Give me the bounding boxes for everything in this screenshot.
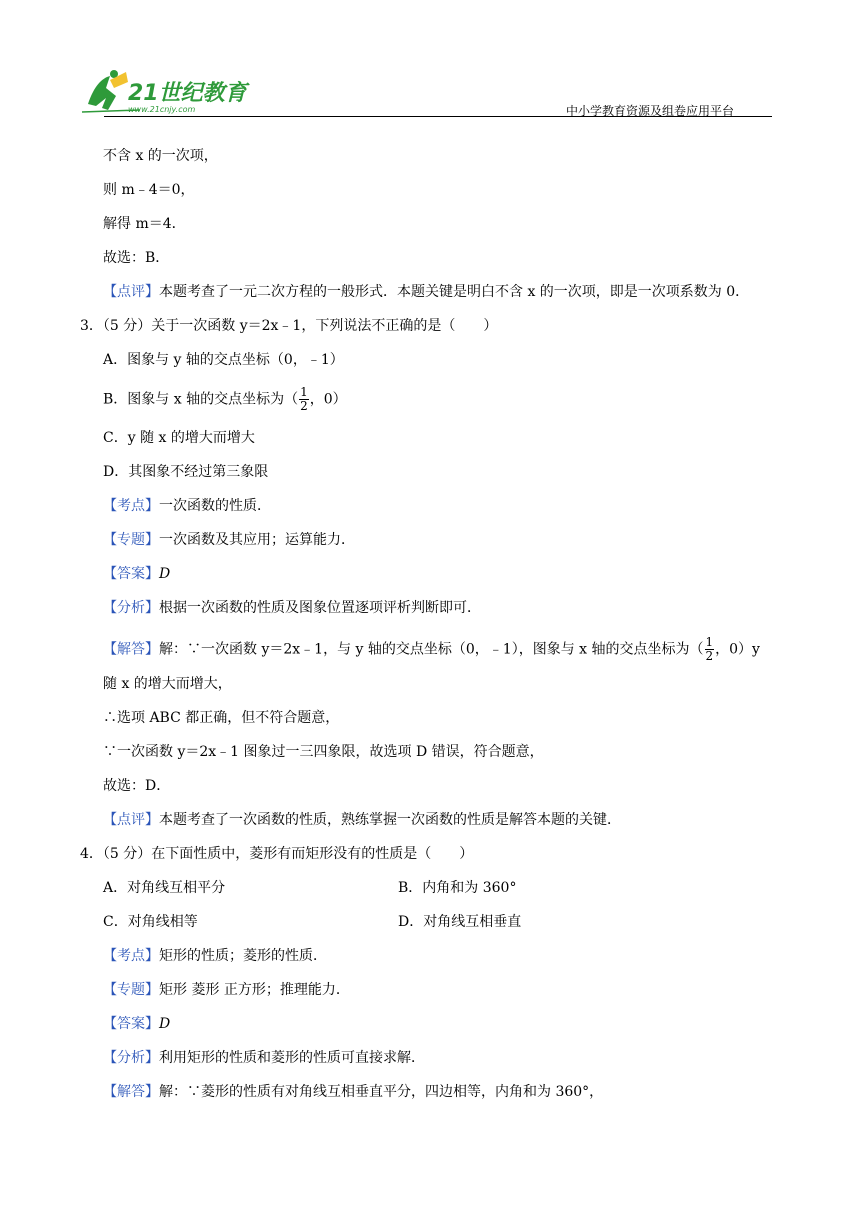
fraction-half [705,636,715,663]
q4-kaodian [103,946,327,966]
q3-option-b [103,386,347,413]
q3-jieda-1 [103,636,760,663]
page-header [80,66,772,118]
header-rule [104,116,772,117]
q3-answer [103,564,170,584]
fenxi-text: 利用矩形的性质和菱形的性质可直接求解． [159,1050,425,1066]
answer-text: D [159,566,171,582]
jieda-1-text: 解：∵菱形的性质有对角线互相垂直平分，四边相等，内角和为 360°， [159,1084,604,1100]
answer-text: D [159,1016,171,1032]
zhuanti-text: 矩形 菱形 正方形；推理能力． [159,982,350,998]
logo-url-text: www.21cnjy.com [128,105,196,114]
fraction-denominator: 2 [300,399,308,413]
prev-line-3: 解得 m＝4． [103,216,186,232]
prev-line-4: 故选：B． [103,250,170,266]
q4-option-b: B．内角和为 360° [398,880,517,896]
kaodian-tag: 【考点】 [103,498,159,514]
kaodian-tag: 【考点】 [103,948,159,964]
comment-text: 本题考查了一元二次方程的一般形式．本题关键是明白不含 x 的一次项，即是一次项系数为 0． [159,284,750,300]
fraction-numerator: 1 [300,385,308,399]
q3-jieda-4: ∵一次函数 y＝2x﹣1 图象过一三四象限，故选项 D 错误，符合题意， [103,744,544,760]
fraction-denominator: 2 [705,649,714,663]
q3-jieda-3: ∴选项 ABC 都正确，但不符合题意， [103,710,340,726]
fenxi-text: 根据一次函数的性质及图象位置逐项评析判断即可． [159,600,481,616]
jieda-tag: 【解答】 [103,641,159,658]
jieda-1-pre: 解：∵一次函数 y＝2x﹣1，与 y 轴的交点坐标（0，﹣1），图象与 x 轴的交点坐标为（ [159,641,704,658]
zhuanti-tag: 【专题】 [103,982,159,998]
kaodian-text: 一次函数的性质． [159,498,271,514]
logo-text: 21世纪教育 [128,81,247,106]
prev-line-2: 则 m﹣4＝0， [103,182,195,198]
q4-zhuanti [103,980,350,1000]
fenxi-tag: 【分析】 [103,1050,159,1066]
zhuanti-tag: 【专题】 [103,532,159,548]
logo-21cnjy [80,66,260,116]
q4-stem: 4．（5 分）在下面性质中，菱形有而矩形没有的性质是（ ） [80,846,474,862]
q3-kaodian [103,496,271,516]
comment-tag: 【点评】 [103,812,159,828]
kaodian-text: 矩形的性质；菱形的性质． [159,948,327,964]
fenxi-tag: 【分析】 [103,600,159,616]
jieda-1-post: ，0）y [715,641,760,658]
q4-jieda-1 [103,1082,603,1102]
q3-stem: 3．（5 分）关于一次函数 y＝2x﹣1，下列说法不正确的是（ ） [80,318,498,334]
q3-zhuanti [103,530,355,550]
fraction-half [299,386,309,413]
q3-option-b-pre: B．图象与 x 轴的交点坐标为（ [103,391,299,408]
answer-tag: 【答案】 [103,566,159,582]
q3-comment [103,810,621,830]
q3-option-d: D．其图象不经过第三象限 [103,464,269,480]
q4-fenxi [103,1048,425,1068]
q3-option-a: A．图象与 y 轴的交点坐标（0，﹣1） [103,352,344,368]
q4-option-a: A．对角线互相平分 [103,880,226,896]
platform-name: 中小学教育资源及组卷应用平台 [565,104,734,118]
prev-line-1: 不含 x 的一次项， [103,148,218,164]
prev-comment [103,282,749,302]
q3-option-b-post: ，0） [309,391,347,408]
answer-tag: 【答案】 [103,1016,159,1032]
fraction-numerator: 1 [705,635,714,649]
q4-answer [103,1014,170,1034]
q3-option-c: C．y 随 x 的增大而增大 [103,430,255,446]
comment-text: 本题考查了一次函数的性质，熟练掌握一次函数的性质是解答本题的关键． [159,812,621,828]
q3-fenxi [103,598,481,618]
comment-tag: 【点评】 [103,284,159,300]
q4-option-c: C．对角线相等 [103,914,198,930]
jieda-tag: 【解答】 [103,1084,159,1100]
zhuanti-text: 一次函数及其应用；运算能力． [159,532,355,548]
q3-jieda-5: 故选：D． [103,778,171,794]
q3-jieda-2: 随 x 的增大而增大， [103,676,232,692]
q4-option-d: D．对角线互相垂直 [398,914,522,930]
